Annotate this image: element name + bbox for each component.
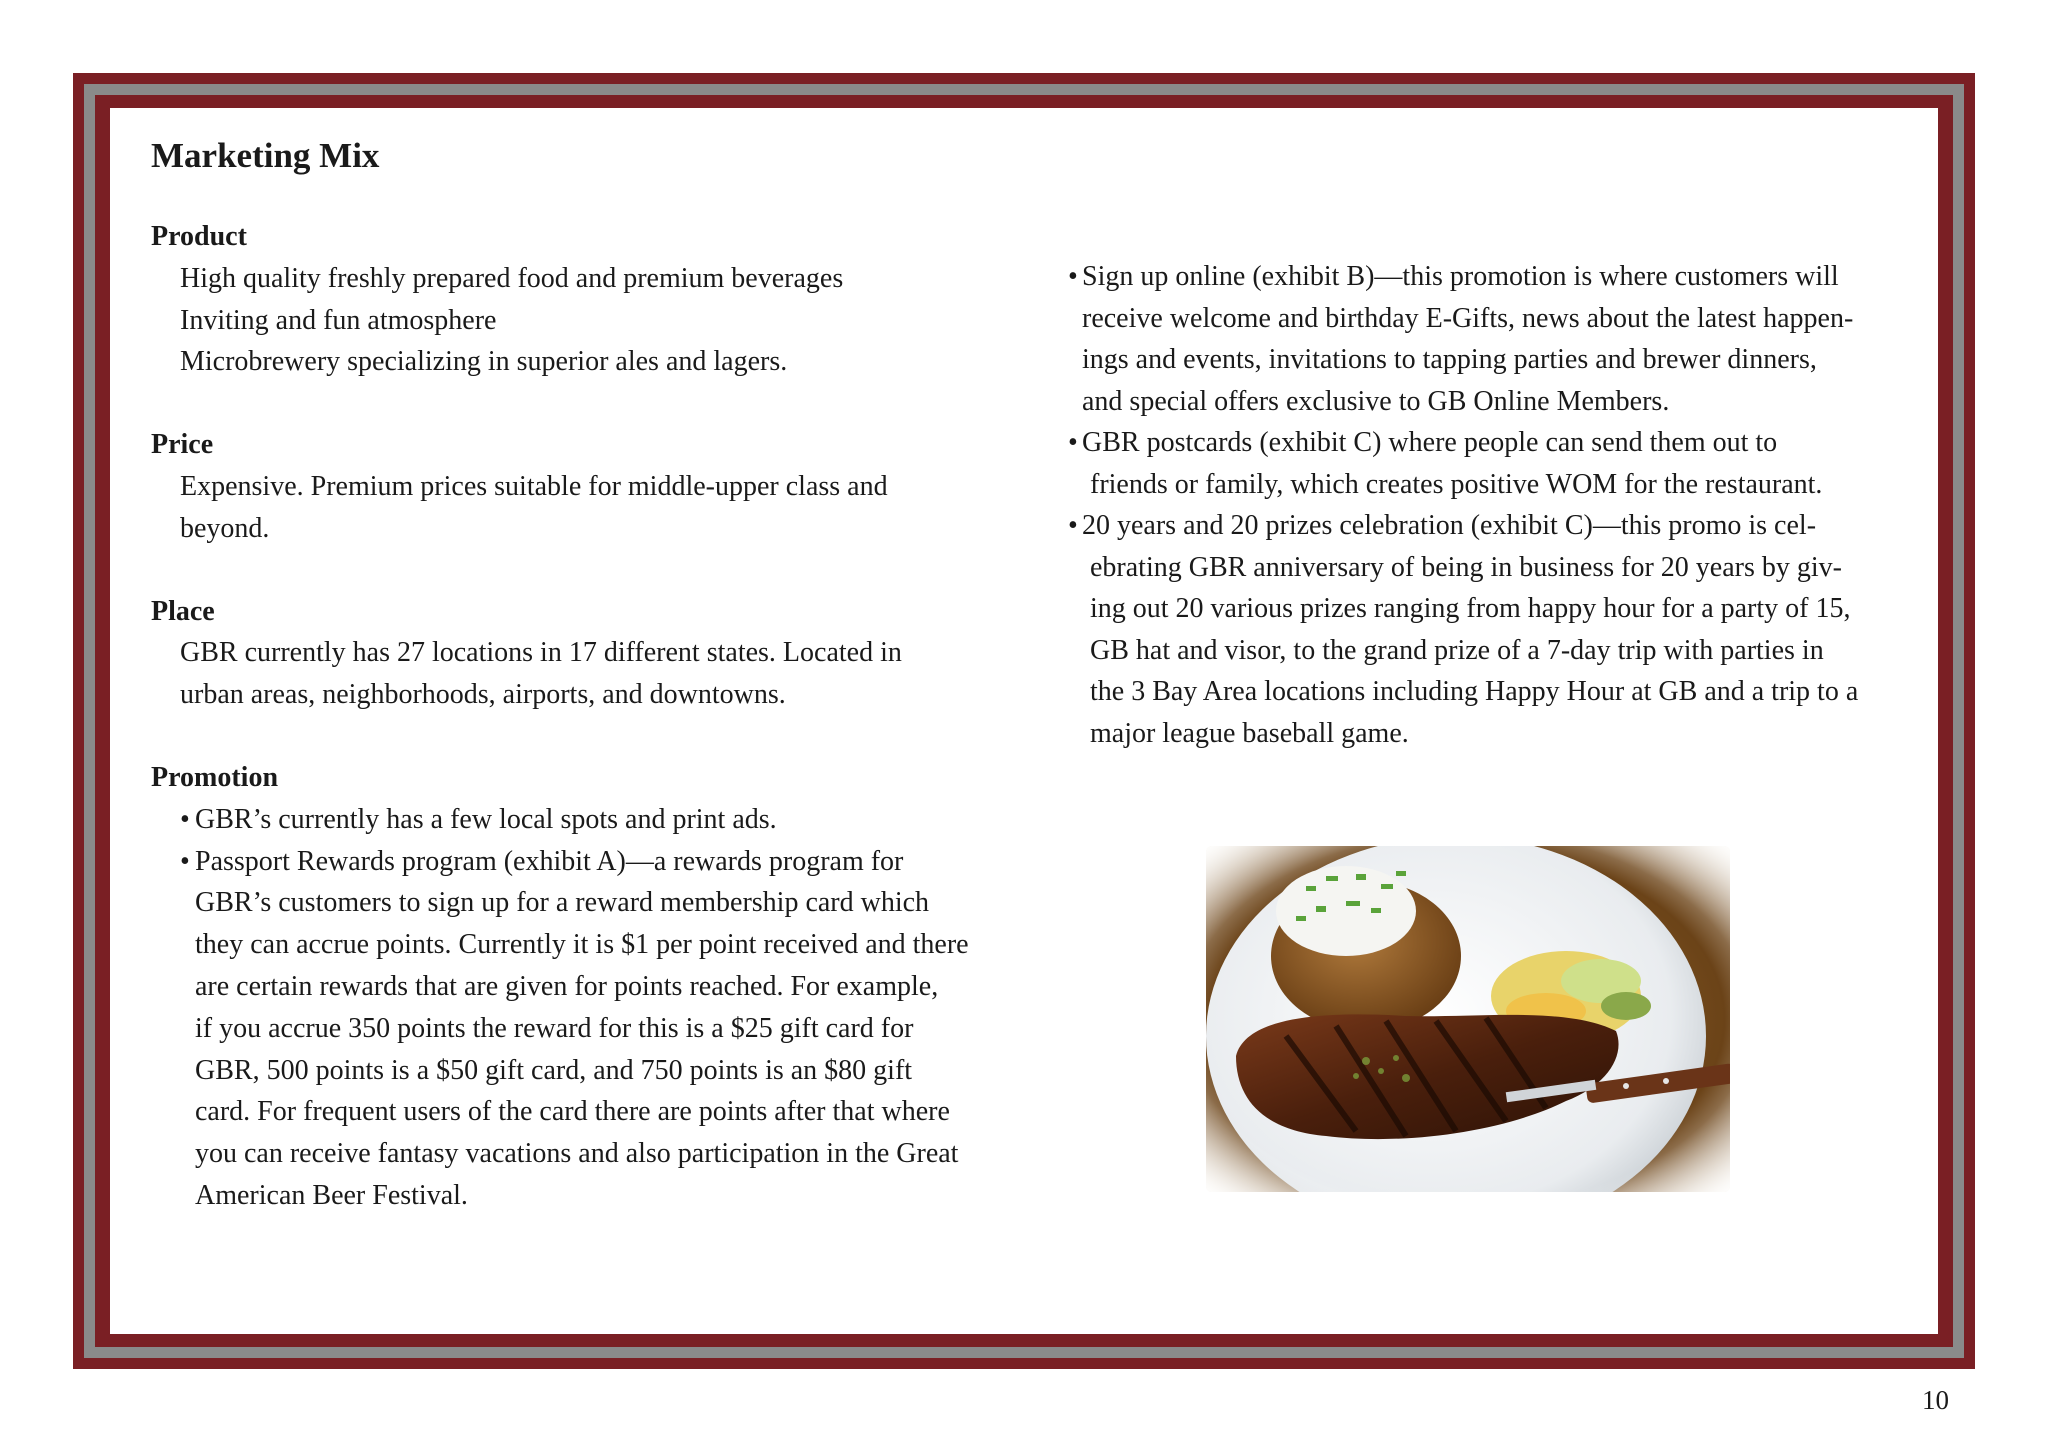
bullet-icon: • bbox=[1068, 427, 1078, 458]
product-title: Product bbox=[151, 221, 247, 252]
promotion-bullet bbox=[151, 841, 1031, 1217]
bullet-line: if you accrue 350 points the reward for this is a $25 gift card for bbox=[195, 1012, 914, 1044]
bullet-line: GB hat and visor, to the grand prize of a 7-day trip with parties in bbox=[1090, 634, 1824, 666]
product-line: Inviting and fun atmosphere bbox=[180, 304, 497, 336]
bullet-line: you can receive fantasy vacations and also participation in the Great bbox=[195, 1138, 959, 1170]
bullet-line: ing out 20 various prizes ranging from happy hour for a party of 15, bbox=[1090, 593, 1851, 624]
page-number: 10 bbox=[1922, 1385, 1949, 1415]
bullet-line: GBR, 500 points is a $50 gift card, and 750 points is an $80 gift bbox=[195, 1054, 913, 1086]
bullet-line: Passport Rewards program (exhibit A)—a rewards program for bbox=[195, 845, 904, 877]
bullet-line: and special offers exclusive to GB Online Members. bbox=[1082, 385, 1670, 417]
bullet-icon: • bbox=[1068, 510, 1078, 541]
bullet-line: GBR’s customers to sign up for a reward membership card which bbox=[195, 887, 930, 919]
price-title: Price bbox=[151, 429, 214, 461]
left-column bbox=[151, 216, 1031, 1217]
bullet-line: receive welcome and birthday E-Gifts, news about the latest happen- bbox=[1082, 302, 1854, 334]
steak-dinner-photo bbox=[1206, 846, 1730, 1192]
bullet-icon: • bbox=[1068, 261, 1078, 292]
place-title: Place bbox=[151, 595, 215, 627]
bullet-line: ings and events, invitations to tapping parties and brewer dinners, bbox=[1082, 344, 1817, 375]
bullet-line: are certain rewards that are given for points reached. For example, bbox=[195, 970, 939, 1002]
product-line: Microbrewery specializing in superior ales and lagers. bbox=[180, 346, 788, 378]
place-line: GBR currently has 27 locations in 17 different states. Located in bbox=[180, 637, 902, 669]
price-line: Expensive. Premium prices suitable for middle-upper class and bbox=[180, 470, 888, 502]
product-line: High quality freshly prepared food and premium beverages bbox=[180, 262, 844, 294]
bullet-line: card. For frequent users of the card there are points after that where bbox=[195, 1096, 950, 1128]
bullet-line: friends or family, which creates positive WOM for the restaurant. bbox=[1090, 468, 1823, 500]
bullet-line: ebrating GBR anniversary of being in business for 20 years by giv- bbox=[1090, 551, 1842, 583]
price-line: beyond. bbox=[180, 512, 270, 544]
bullet-line: they can accrue points. Currently it is $1 per point received and there bbox=[195, 929, 969, 961]
bullet-line: major league baseball game. bbox=[1090, 717, 1409, 749]
right-column bbox=[1068, 256, 1908, 754]
bullet-icon: • bbox=[180, 845, 190, 877]
bullet-line: GBR’s currently has a few local spots and print ads. bbox=[195, 803, 777, 835]
bullet-line: Sign up online (exhibit B)—this promotion is where customers will bbox=[1082, 261, 1839, 292]
bullet-line: GBR postcards (exhibit C) where people can send them out to bbox=[1082, 427, 1778, 458]
place-line: urban areas, neighborhoods, airports, and downtowns. bbox=[180, 679, 786, 711]
bullet-line: the 3 Bay Area locations including Happy Hour at GB and a trip to a bbox=[1090, 676, 1859, 707]
promotion-bullet bbox=[151, 799, 1031, 841]
page-title: Marketing Mix bbox=[151, 136, 380, 175]
promotion-bullet bbox=[1068, 422, 1908, 505]
promotion-bullet bbox=[1068, 256, 1908, 422]
promotion-title: Promotion bbox=[151, 761, 279, 793]
bullet-icon: • bbox=[180, 803, 190, 835]
bullet-line: American Beer Festival. bbox=[195, 1179, 468, 1211]
promotion-bullet bbox=[1068, 505, 1908, 754]
bullet-line: 20 years and 20 prizes celebration (exhibit C)—this promo is cel- bbox=[1082, 510, 1817, 541]
